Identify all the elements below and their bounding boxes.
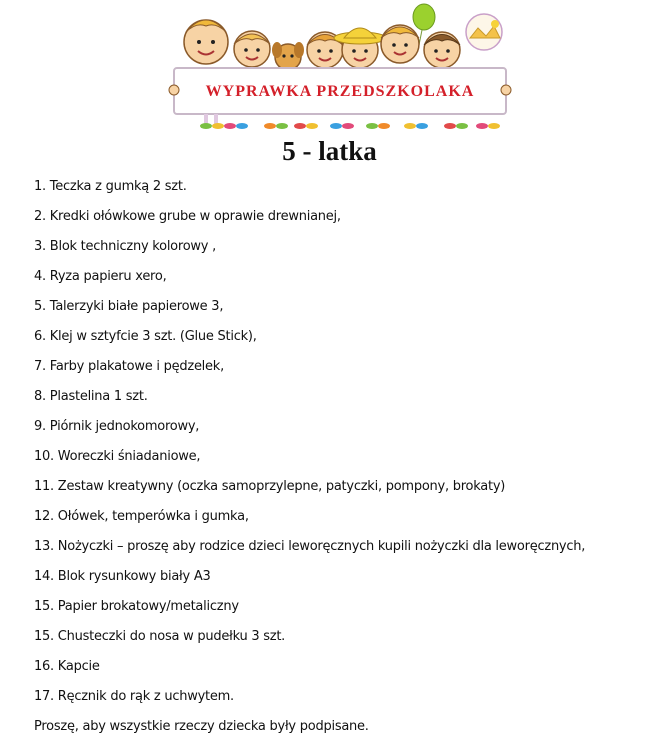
list-item: 14. Blok rysunkowy biały A3 bbox=[34, 569, 211, 584]
page-title: 5 - latka bbox=[282, 136, 377, 166]
list-item: 11. Zestaw kreatywny (oczka samoprzylepne, patyczki, pompony, brokaty) bbox=[34, 479, 506, 494]
shoes-decoration bbox=[200, 114, 500, 129]
closing-note: Proszę, aby wszystkie rzeczy dziecka były podpisane. bbox=[34, 719, 369, 734]
list-item: 1. Teczka z gumką 2 szt. bbox=[34, 179, 187, 194]
list-item: 12. Ołówek, temperówka i gumka, bbox=[34, 509, 249, 524]
list-item: 4. Ryza papieru xero, bbox=[34, 269, 167, 284]
list-item: 10. Woreczki śniadaniowe, bbox=[34, 449, 201, 464]
list-item: 13. Nożyczki – proszę aby rodzice dzieci leworęcznych kupili nożyczki dla leworęcznych, bbox=[34, 539, 586, 554]
list-item: 16. Kapcie bbox=[34, 659, 100, 674]
header-banner bbox=[160, 2, 520, 138]
list-item: 15. Papier brokatowy/metaliczny bbox=[34, 599, 239, 614]
list-item: 15. Chusteczki do nosa w pudełku 3 szt. bbox=[34, 629, 286, 644]
children-illustration bbox=[184, 14, 502, 70]
list-item: 5. Talerzyki białe papierowe 3, bbox=[34, 299, 224, 314]
list-item: 17. Ręcznik do rąk z uchwytem. bbox=[34, 689, 234, 704]
list-item: 7. Farby plakatowe i pędzelek, bbox=[34, 359, 224, 374]
list-item: 8. Plastelina 1 szt. bbox=[34, 389, 148, 404]
banner-text: WYPRAWKA PRZEDSZKOLAKA bbox=[205, 83, 475, 100]
list-item: 6. Klej w sztyfcie 3 szt. (Glue Stick), bbox=[34, 329, 257, 344]
list-item: 3. Blok techniczny kolorowy , bbox=[34, 239, 216, 254]
list-item: 9. Piórnik jednokomorowy, bbox=[34, 419, 200, 434]
list-item: 2. Kredki ołówkowe grube w oprawie drewnianej, bbox=[34, 209, 341, 224]
